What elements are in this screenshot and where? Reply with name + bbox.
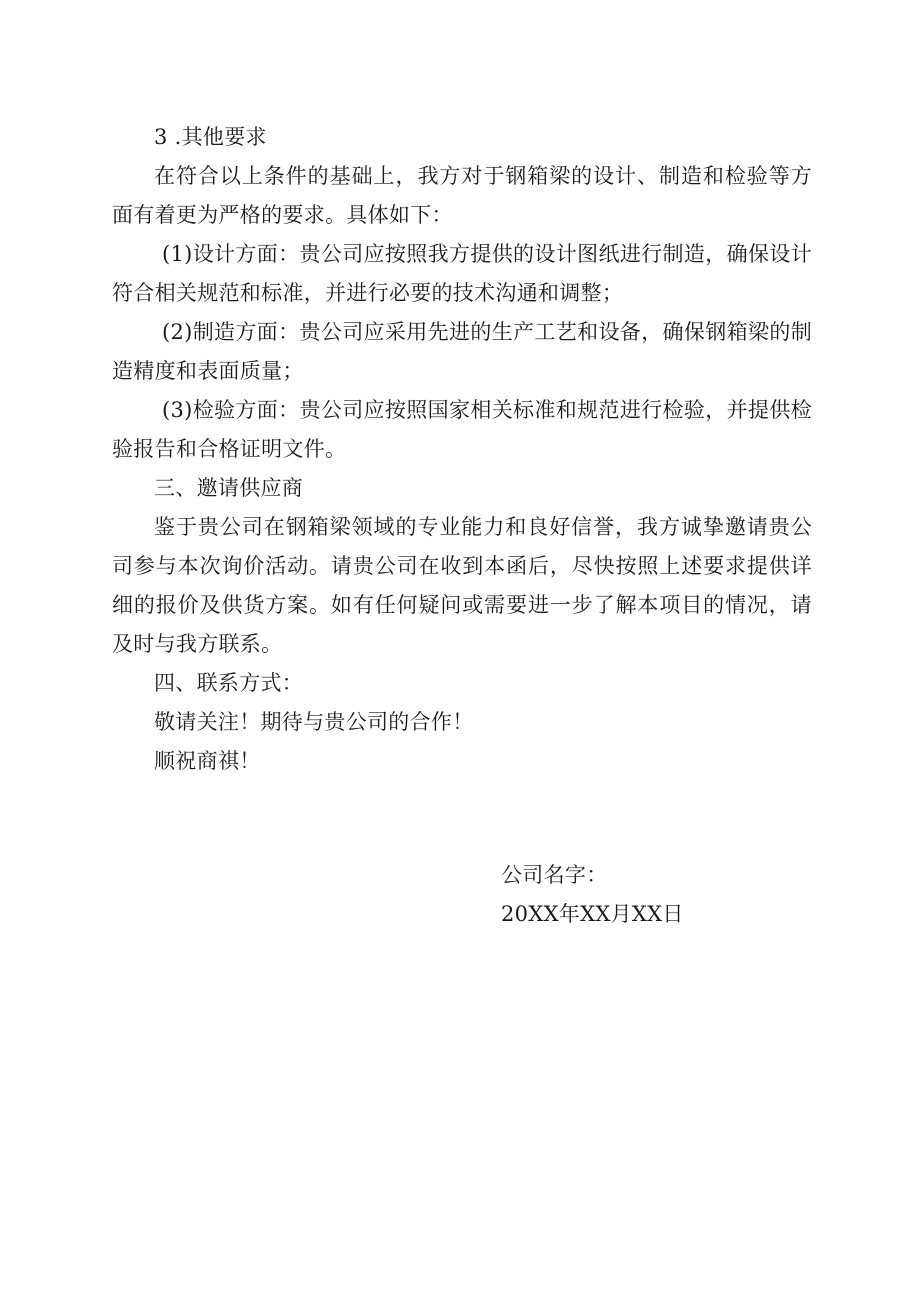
invite-body: 鉴于贵公司在钢箱梁领域的专业能力和良好信誉，我方诚挚邀请贵公司参与本次询价活动。请贵公司在收到本函后，尽快按照上述要求提供详细的报价及供货方案。如有任何疑问或需要进一步了解本项目的情况，请及时与我方联系。	[112, 515, 812, 656]
requirement-inspection: (3)检验方面：贵公司应按照国家相关标准和规范进行检验，并提供检验报告和合格证明文件。	[112, 398, 812, 461]
signature-date: 20XX年XX月XX日	[501, 902, 684, 926]
requirement-manufacturing: (2)制造方面：贵公司应采用先进的生产工艺和设备，确保钢箱梁的制造精度和表面质量；	[112, 320, 812, 383]
section-3-intro: 在符合以上条件的基础上，我方对于钢箱梁的设计、制造和检验等方面有着更为严格的要求。具体如下：	[112, 164, 812, 227]
closing-line-1: 敬请关注！期待与贵公司的合作！	[154, 710, 474, 734]
document-body	[112, 118, 812, 781]
requirement-design: (1)设计方面：贵公司应按照我方提供的设计图纸进行制造，确保设计符合相关规范和标准，并进行必要的技术沟通和调整；	[112, 242, 812, 305]
signature-block	[501, 856, 684, 934]
section-3-heading: 3 .其他要求	[154, 125, 267, 149]
company-name-label: 公司名字：	[501, 863, 608, 887]
invite-heading: 三、邀请供应商	[154, 476, 304, 500]
contact-heading: 四、联系方式：	[154, 671, 304, 695]
closing-line-2: 顺祝商祺！	[154, 749, 261, 773]
